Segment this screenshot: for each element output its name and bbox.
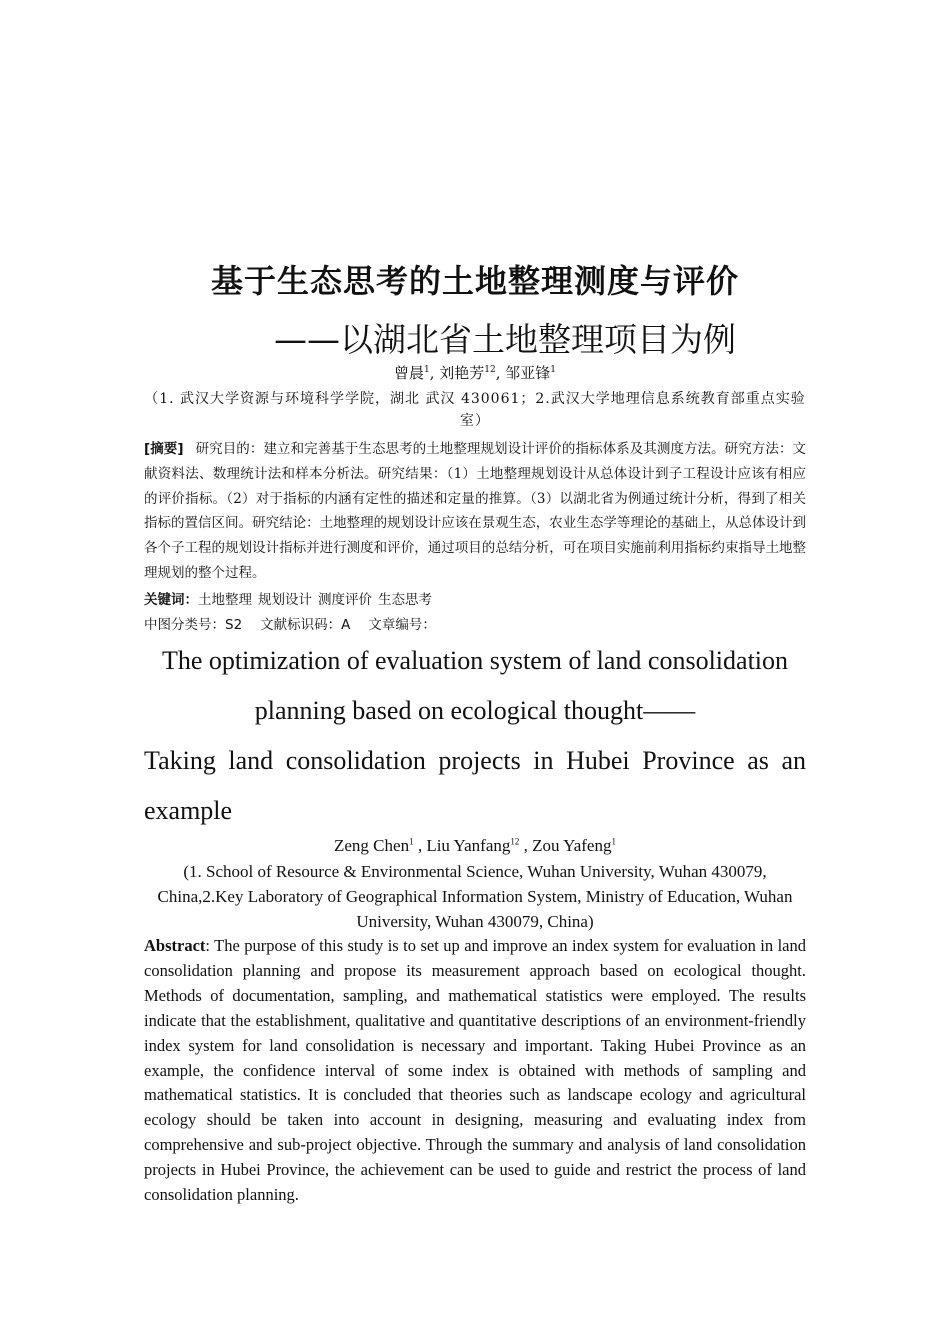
- class-number: 中图分类号：S2: [144, 617, 243, 633]
- en-author-sup: 1: [611, 836, 616, 847]
- en-authors: [144, 836, 806, 856]
- en-affiliation: (1. School of Resource & Environmental Science, Wuhan University, Wuhan 430079, China,2.Key Laboratory of Geographical Information System, Ministry of Education, Wuhan University, Wuhan 430079, China): [157, 862, 793, 931]
- en-author-sup: 1: [409, 836, 414, 847]
- en-abstract-text: : The purpose of this study is to set up and improve an index system for evaluation in land consolidation planning and propose its measurement approach based on ecological thought. Methods of documentation, sampling, and mathematical statistics were employed. The results indicate that the establishment, qualitative and quantitative descriptions of an environment-friendly index system for land consolidation is necessary and important. Taking Hubei Province as an example, the confidence interval of some index is obtained with methods of sampling and mathematical statistics. It is concluded that theories such as landscape ecology and agricultural ecology should be taken into account in designing, measuring and evaluating index from comprehensive and sub-project objective. Through the summary and analysis of land consolidation projects in Hubei Province, the achievement can be used to guide and restrict the process of land consolidation planning.: [144, 936, 806, 1205]
- cn-abstract-label: [摘要]: [144, 441, 184, 457]
- cn-classification: [144, 613, 806, 633]
- cn-title-main: 基于生态思考的土地整理测度与评价: [210, 262, 739, 300]
- en-abstract-label: Abstract: [144, 936, 206, 955]
- cn-author-sep: ,: [495, 364, 506, 382]
- cn-title-sub: ——以湖北省土地整理项目为例: [274, 320, 736, 359]
- cn-author: 刘艳芳: [439, 364, 485, 382]
- cn-keyword: 土地整理: [198, 592, 252, 608]
- cn-keyword: 规划设计: [258, 592, 312, 608]
- en-author-sep: ,: [519, 836, 533, 855]
- cn-keywords-label: 关键词：: [144, 592, 198, 608]
- cn-keyword: 生态思考: [378, 592, 432, 608]
- cn-authors: [144, 362, 806, 383]
- cn-author: 曾晨: [393, 364, 424, 382]
- en-title-line: planning based on ecological thought——: [254, 696, 696, 725]
- en-title-line: Taking land consolidation projects in Hubei Province as an: [144, 746, 806, 775]
- cn-author: 邹亚锋: [505, 364, 551, 382]
- cn-author-sup: 12: [484, 365, 496, 375]
- cn-author-sup: 1: [550, 365, 557, 375]
- cn-keyword: 测度评价: [318, 592, 372, 608]
- cn-affiliation: （1. 武汉大学资源与环境科学学院，湖北 武汉 430061；2.武汉大学地理信息系统教育部重点实验室）: [144, 391, 806, 429]
- cn-abstract: [144, 437, 806, 586]
- cn-author-sup: 1: [423, 365, 430, 375]
- en-author-sup: 12: [510, 836, 520, 847]
- en-title-line: The optimization of evaluation system of land consolidation: [161, 646, 789, 675]
- en-title: [144, 636, 806, 836]
- en-abstract: [144, 934, 806, 1208]
- cn-keywords: [144, 588, 806, 608]
- doc-code: 文献标识码：A: [260, 617, 351, 633]
- en-author: Liu Yanfang: [426, 836, 511, 855]
- en-author: Zeng Chen: [334, 836, 410, 855]
- en-author-sep: ,: [413, 836, 427, 855]
- article-number: 文章编号：: [368, 617, 436, 633]
- en-title-line: example: [144, 796, 233, 825]
- en-author: Zou Yafeng: [532, 836, 612, 855]
- cn-abstract-text: 研究目的：建立和完善基于生态思考的土地整理规划设计评价的指标体系及其测度方法。研究方法：文献资料法、数理统计法和样本分析法。研究结果：（1）土地整理规划设计从总体设计到子工程设计应该有相应的评价指标。（2）对于指标的内涵有定性的描述和定量的推算。（3）以湖北省为例通过统计分析，得到了相关指标的置信区间。研究结论：土地整理的规划设计应该在景观生态，农业生态学等理论的基础上，从总体设计到各个子工程的规划设计指标并进行测度和评价，通过项目的总结分析，可在项目实施前利用指标约束指导土地整理规划的整个过程。: [144, 441, 807, 581]
- cn-author-sep: ,: [429, 364, 440, 382]
